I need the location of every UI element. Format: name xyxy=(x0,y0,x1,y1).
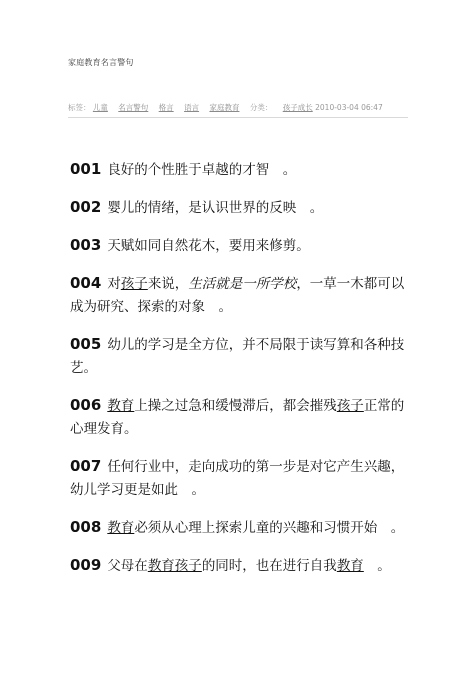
quote-number: 005 xyxy=(70,335,102,353)
quote-list xyxy=(70,158,410,592)
quote-text: 的同时，也在进行自我 xyxy=(201,558,337,574)
tag-link[interactable]: 儿童 xyxy=(92,103,108,112)
quote-text: 。 xyxy=(205,299,232,315)
tag-link[interactable]: 语言 xyxy=(184,103,200,112)
category2-link[interactable]: 孩子成长 xyxy=(282,103,313,112)
quote-text: 正常的心理发育。 xyxy=(70,398,405,437)
quote-emphasis: 生活就是一所学校 xyxy=(188,276,297,292)
category-label: 分类： xyxy=(249,103,273,112)
quote-text: 对 xyxy=(107,276,121,292)
quote-number: 006 xyxy=(70,396,102,414)
keyword-link[interactable]: 教育 xyxy=(107,520,135,536)
quote-item xyxy=(70,516,410,540)
keyword-link[interactable]: 教育 xyxy=(336,558,364,574)
quote-text: 上操之过急和缓慢滞后，都会摧残 xyxy=(134,398,337,414)
quote-item xyxy=(70,234,410,258)
quote-text: 。 xyxy=(296,200,324,216)
keyword-link[interactable]: 教育孩子 xyxy=(147,558,202,574)
quote-number: 002 xyxy=(70,198,102,216)
meta-line xyxy=(68,102,408,113)
quote-text: 天赋如同自然花木，要用来修剪。 xyxy=(107,238,310,254)
quote-item xyxy=(70,394,410,441)
keyword-link[interactable]: 孩子 xyxy=(120,276,148,292)
quote-item xyxy=(70,455,410,502)
quote-text: 父母在 xyxy=(107,558,148,574)
quote-item xyxy=(70,554,410,578)
quote-number: 008 xyxy=(70,518,102,536)
quote-text: 良好的个性胜于卓越的才智 xyxy=(107,162,270,178)
quote-number: 001 xyxy=(70,160,102,178)
quote-text: 。 xyxy=(363,558,391,574)
tags-label: 标签： xyxy=(68,103,91,112)
post-datetime: 2010-03-04 06:47 xyxy=(315,103,383,112)
quote-number: 004 xyxy=(70,274,102,292)
quote-number: 009 xyxy=(70,556,102,574)
quote-text: 任何行业中，走向成功的第一步是对它产生兴趣，幼儿学习更是如此 xyxy=(70,459,405,498)
quote-text: 来说， xyxy=(147,276,189,292)
quote-number: 007 xyxy=(70,457,102,475)
document-title: 家庭教育名言警句 xyxy=(68,58,134,67)
category-link[interactable]: 家庭教育 xyxy=(209,103,240,112)
quote-item xyxy=(70,333,410,380)
quote-text: 婴儿的情绪，是认识世界的反映 xyxy=(107,200,297,216)
quote-item xyxy=(70,196,410,220)
quote-text: ，一草一木都可以成为研究、探索的对象 xyxy=(70,276,405,315)
quote-text: 。 xyxy=(178,482,205,498)
keyword-link[interactable]: 孩子 xyxy=(336,398,364,414)
quote-text: 幼儿的学习是全方位，并不局限于读写算和各种技艺。 xyxy=(70,337,405,376)
keyword-link[interactable]: 教育 xyxy=(107,398,135,414)
tag-link[interactable]: 名言警句 xyxy=(118,103,149,112)
meta-divider xyxy=(68,117,408,118)
tag-link[interactable]: 格言 xyxy=(158,103,174,112)
quote-text: 。 xyxy=(269,162,297,178)
quote-text: 必须从心理上探索儿童的兴趣和习惯开始 xyxy=(134,520,378,536)
quote-number: 003 xyxy=(70,236,102,254)
quote-text: 。 xyxy=(377,520,405,536)
quote-item xyxy=(70,158,410,182)
quote-item xyxy=(70,272,410,319)
